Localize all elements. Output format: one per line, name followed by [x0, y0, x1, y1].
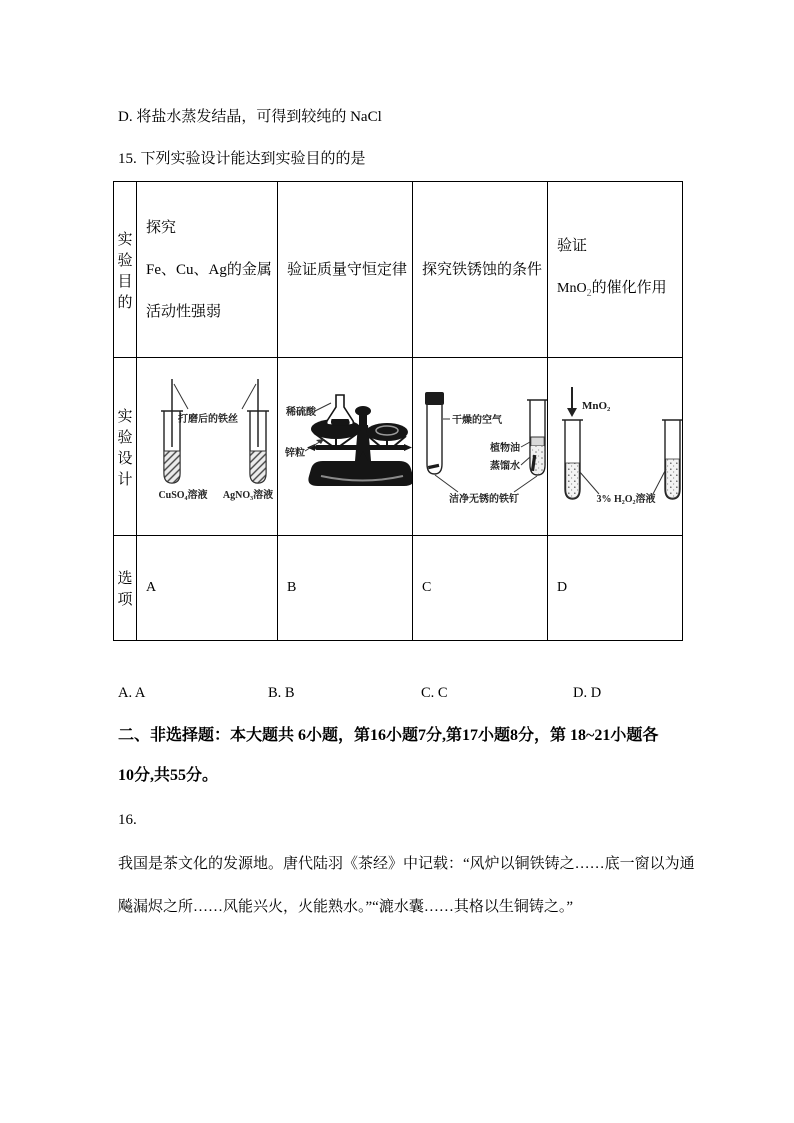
question-16-text-line1: 我国是茶文化的发源地。唐代陆羽《茶经》中记载：“风炉以铜铁铸之……底一窗以为通 — [118, 856, 695, 872]
mno2-label: MnO₂ — [581, 399, 610, 412]
h2o2-left — [565, 463, 578, 498]
section2-heading-line1: 二、非选择题：本大题共 6小题，第16小题7分,第17小题8分，第 18~21小题各 — [118, 727, 659, 744]
rubber-stopper — [425, 392, 444, 405]
purpose-a-cell — [137, 182, 278, 358]
purpose-b-cell — [278, 182, 413, 358]
diagram-metal-activity — [138, 359, 277, 535]
purpose-c-cell — [413, 182, 548, 358]
vchar: 实 — [117, 231, 133, 248]
iron-nail-left — [427, 463, 438, 468]
row-header-design-cell — [114, 358, 137, 536]
purpose-a-line1: 探究 — [146, 219, 177, 236]
row-header-purpose-cell — [114, 182, 137, 358]
question-15-stem: 15. 下列实验设计能达到实验目的的是 — [118, 151, 366, 167]
row-header-purpose — [114, 218, 136, 322]
design-c-cell — [413, 358, 548, 536]
option-d: D — [557, 580, 568, 595]
row-header-option-cell — [114, 536, 137, 641]
answer-choice-a: A. A — [118, 685, 146, 701]
answer-choices-row — [0, 685, 794, 705]
dry-air-label: 干燥的空气 — [451, 414, 502, 426]
purpose-d-rest: 的催化作用 — [591, 279, 667, 296]
question-15-table — [113, 181, 683, 641]
option-a: A — [146, 580, 157, 595]
option-c: C — [422, 580, 432, 595]
vchar: 验 — [117, 429, 133, 446]
purpose-c: 探究铁锈蚀的条件 — [422, 261, 543, 278]
design-a-cell — [137, 358, 278, 536]
diagram-catalysis — [549, 359, 682, 535]
balance-base — [308, 461, 412, 486]
vchar: 的 — [117, 294, 133, 311]
purpose-d-cell — [548, 182, 683, 358]
section2-heading-line2: 10分,共55分。 — [118, 767, 219, 784]
oil-layer — [530, 437, 543, 446]
answer-choice-c: C. C — [421, 685, 448, 701]
purpose-a-line2: Fe、Cu、Ag的金属 — [146, 261, 272, 278]
diagram-rusting — [414, 359, 547, 535]
vchar: 设 — [117, 450, 133, 467]
purpose-a — [137, 207, 277, 333]
mno2-formula: MnO — [557, 280, 587, 296]
row-header-option — [114, 557, 136, 619]
option-b: B — [287, 580, 297, 595]
liquid-cuso4 — [164, 451, 180, 483]
h2o2-solution-label: 3% H₂O₂溶液 — [595, 493, 656, 505]
purpose-d — [548, 225, 682, 315]
vchar: 实 — [117, 408, 133, 425]
choice-d-text: D. 将盐水蒸发结晶，可得到较纯的 NaCl — [118, 109, 382, 125]
design-d-cell — [548, 358, 683, 536]
option-a-cell — [137, 536, 278, 641]
diagram-balance — [279, 359, 412, 535]
cuso4-label: CuSO₄溶液 — [157, 489, 208, 501]
vchar: 项 — [117, 592, 133, 608]
vchar: 选 — [117, 571, 133, 587]
vchar: 验 — [117, 252, 133, 269]
clean-nail-label: 洁净无锈的铁钉 — [448, 493, 519, 505]
dilute-acid-label: 稀硫酸 — [285, 406, 316, 418]
agno3-label: AgNO₃溶液 — [222, 489, 273, 501]
option-d-cell — [548, 536, 683, 641]
iron-wire-label: 打磨后的铁丝 — [177, 413, 238, 425]
answer-choice-b: B. B — [268, 685, 295, 701]
option-c-cell — [413, 536, 548, 641]
purpose-d-line1: 验证 — [557, 237, 588, 254]
purpose-d-line2 — [557, 267, 682, 315]
zinc-label: 锌粒 — [284, 447, 305, 459]
option-b-cell — [278, 536, 413, 641]
liquid-agno3 — [250, 451, 266, 483]
vegetable-oil-label: 植物油 — [489, 442, 520, 454]
purpose-a-line3: 活动性强弱 — [146, 303, 222, 320]
distilled-water-label: 蒸馏水 — [489, 460, 520, 472]
question-16-text-line2: 飚漏烬之所……风能兴火，火能熟水。”“漉水囊……其格以生铜铸之。” — [118, 899, 573, 915]
mno2-subscript: 2 — [586, 287, 592, 299]
flask-liquid — [330, 419, 349, 425]
h2o2-right — [665, 459, 678, 498]
row-design — [114, 358, 683, 536]
experiment-table — [113, 181, 683, 641]
row-purpose — [114, 182, 683, 358]
row-option — [114, 536, 683, 641]
row-header-design — [114, 395, 136, 499]
question-16-number: 16. — [118, 812, 137, 828]
design-b-cell — [278, 358, 413, 536]
answer-choice-d: D. D — [573, 685, 602, 701]
vchar: 计 — [117, 471, 133, 488]
purpose-b: 验证质量守恒定律 — [287, 261, 408, 278]
vchar: 目 — [117, 273, 133, 290]
